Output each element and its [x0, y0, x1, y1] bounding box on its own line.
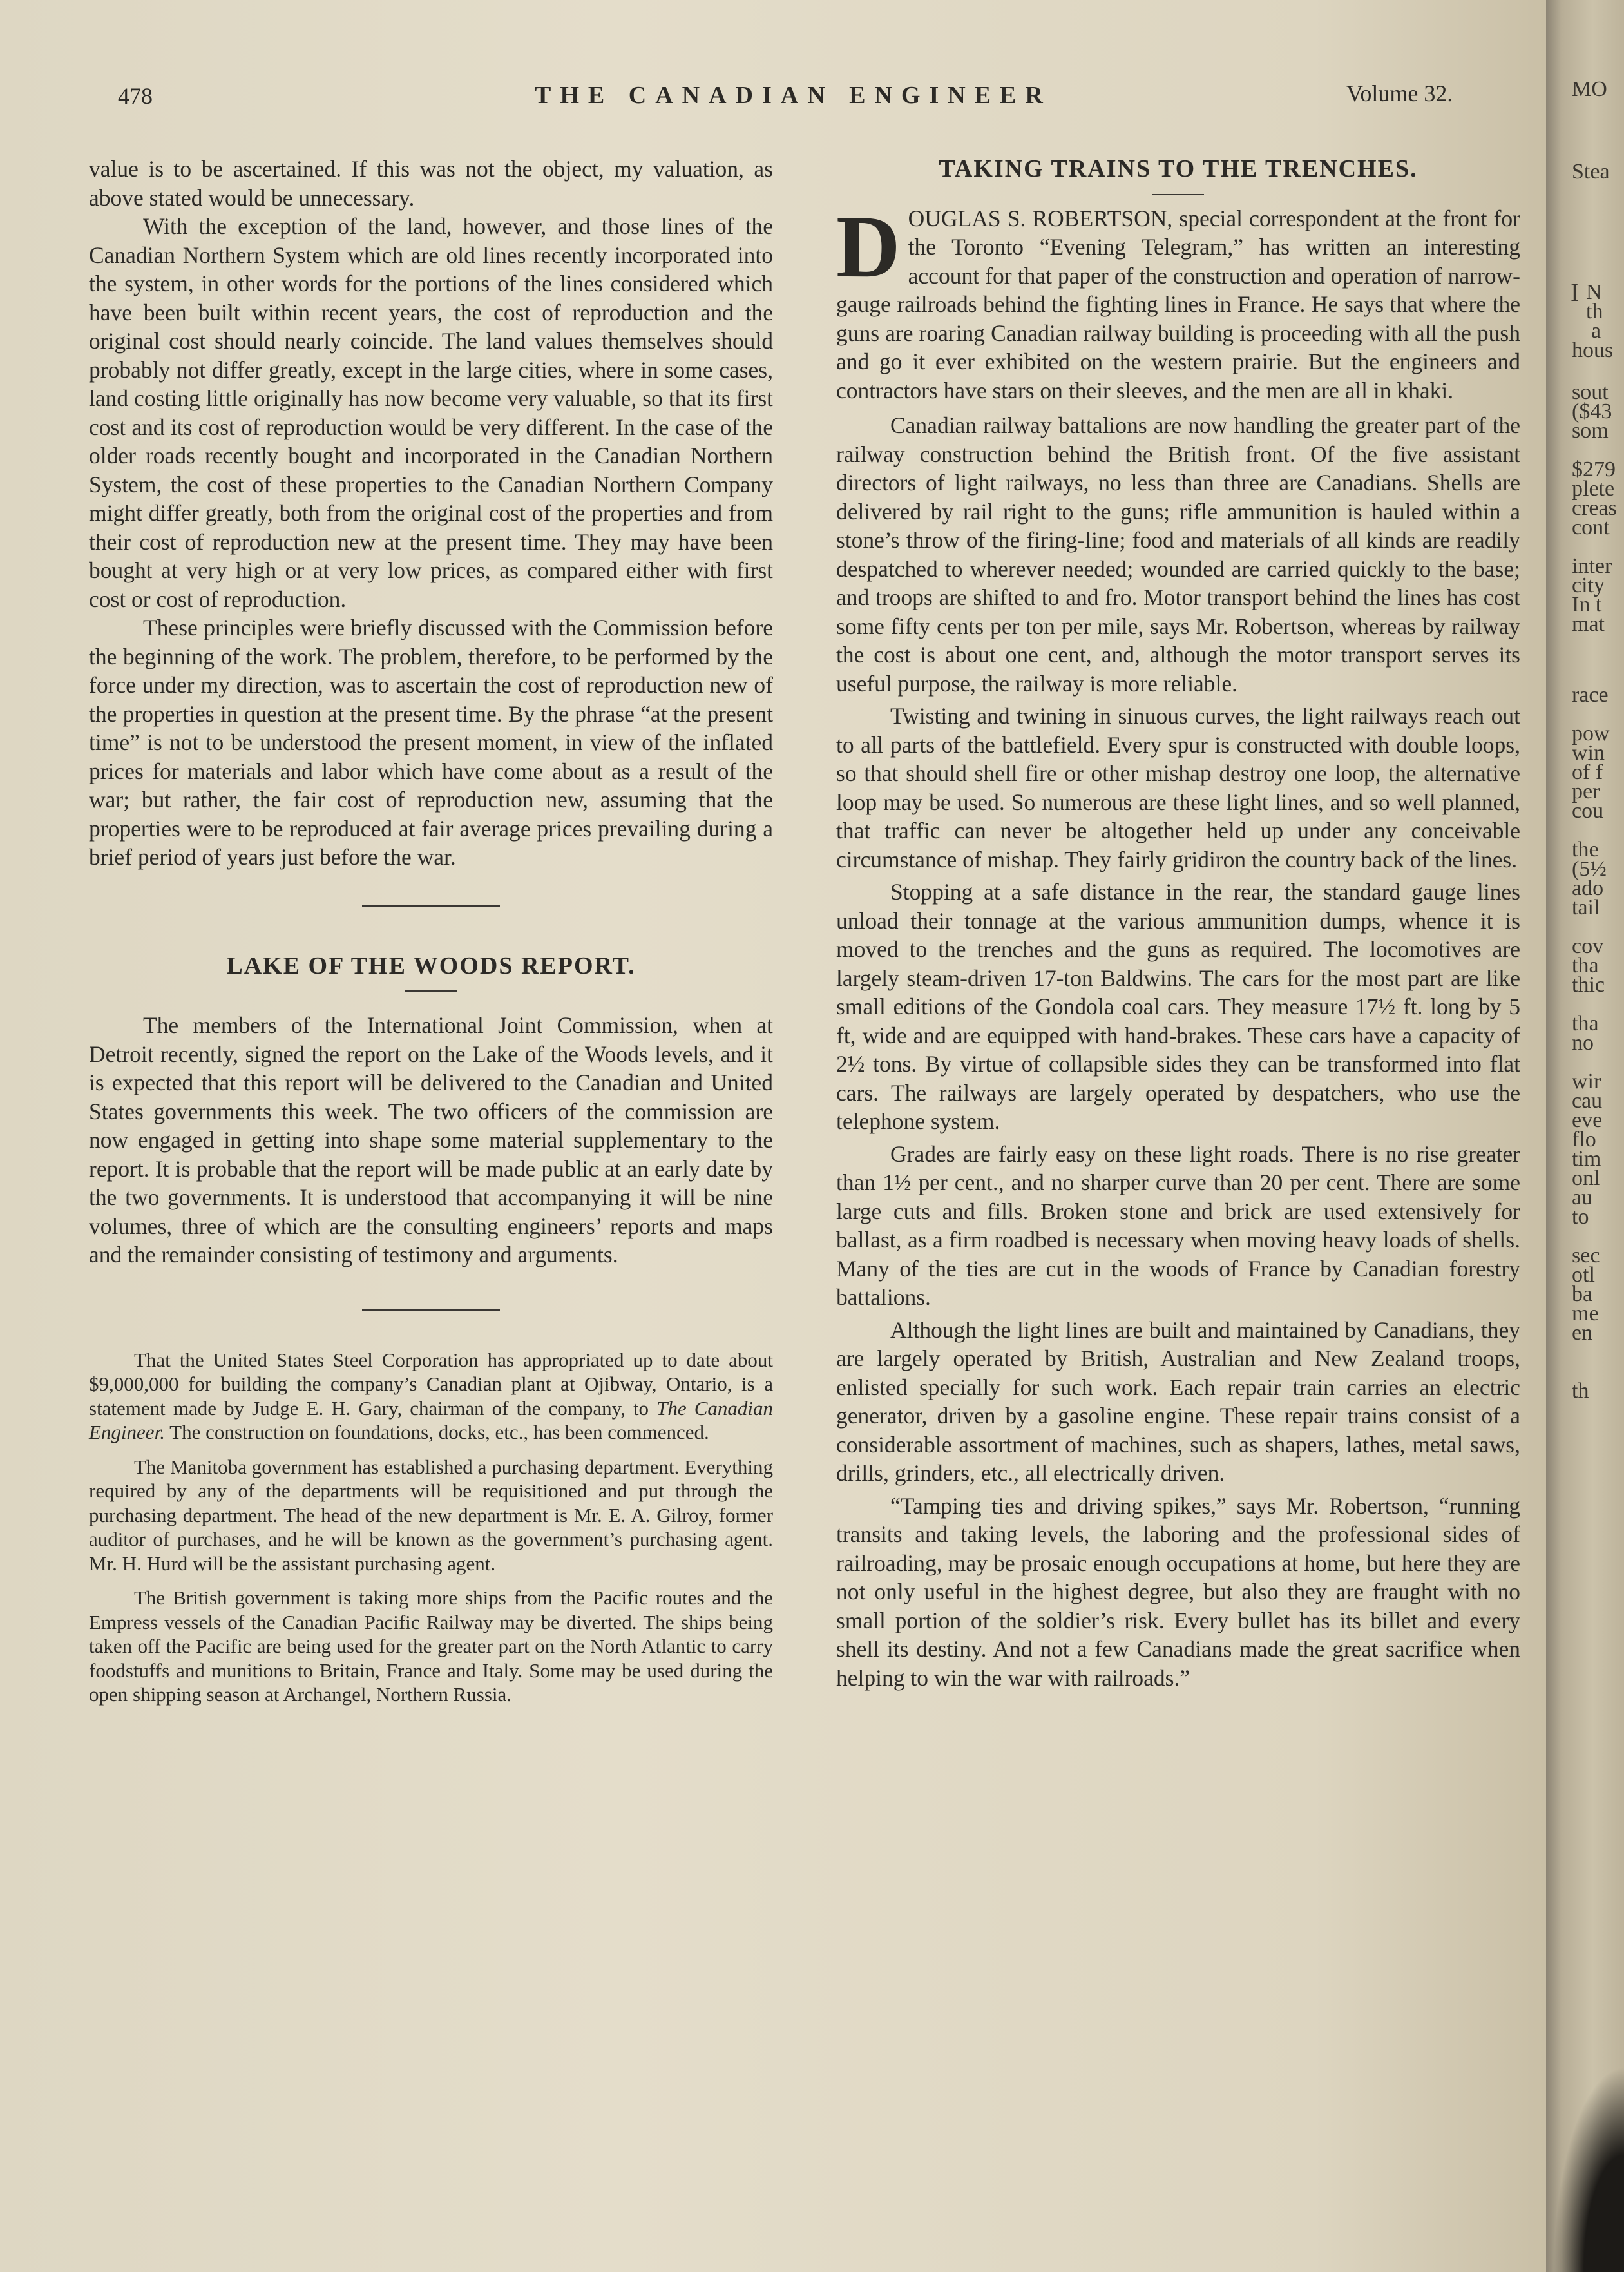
page-fragment: sec	[1572, 1244, 1600, 1267]
paragraph: With the exception of the land, however, and those lines of the Canadian Northern System which are old lines recently incorporated into the system, in other words for the portions of the lines considered which have been built within recent years, the cost of reproduction and the original cost should nearly coincide. The land values themselves should probably not differ greatly, except in the large cities, where in some cases, land costing little originally has now become very valuable, so that its first cost and its cost of reproduction would be very different. In the case of the older roads recently bought and incorporated in the Canadian Northern System, the cost of these properties to the Canadian Northern Company might differ greatly, both from the original cost of the properties and from their cost of reproduction new at the present time. They may have been bought at very high or at very low prices, as compared either with first cost or cost of reproduction.	[89, 213, 773, 612]
section-separator	[362, 1309, 500, 1311]
page-fragment: MO	[1572, 77, 1607, 101]
page-fragment: sout	[1572, 380, 1609, 404]
adjacent-page-edge	[1546, 0, 1624, 2272]
page-fragment: tha	[1572, 1012, 1599, 1035]
paragraph: DOUGLAS S. ROBERTSON, special correspondent at the front for the Toronto “Evening Telegram,” has written an interesting account for that paper of the construction and operation of narrow-gauge railroads behind the fighting lines in France. He says that where the guns are roaring Canadian railway building is proceeding with all the push and go it ever exhibited on the western prairie. But the engineers and contractors have stars on their sleeves, and the men are all in khaki.	[836, 197, 1520, 403]
page-fragment: no	[1572, 1031, 1594, 1055]
page-fragment: In t	[1572, 593, 1602, 617]
page-fragment: flo	[1572, 1128, 1596, 1151]
page-fragment: the	[1572, 838, 1599, 862]
page-fragment: to	[1572, 1205, 1589, 1229]
page-fragment: hous	[1572, 338, 1614, 362]
page-fragment: eve	[1572, 1108, 1603, 1132]
page-fragment: wir	[1572, 1070, 1601, 1093]
page-fragment: ba	[1572, 1282, 1593, 1306]
journal-title: THE CANADIAN ENGINEER	[535, 82, 1052, 109]
paragraph: value is to be ascertained. If this was not the object, my valuation, as above stated would be unnecessary.	[89, 156, 773, 211]
page-fragment: thic	[1572, 973, 1605, 997]
page-fragment: cont	[1572, 515, 1610, 539]
page-fragment: ($43	[1572, 400, 1612, 423]
page-fragment: plete	[1572, 477, 1615, 501]
page-fragment: a	[1591, 319, 1601, 343]
page-fragment: cou	[1572, 799, 1604, 823]
page-fragment: pow	[1572, 722, 1610, 746]
page-fragment: me	[1572, 1302, 1599, 1325]
page-fragment: creas	[1572, 496, 1617, 520]
page-fragment: I	[1571, 278, 1580, 307]
section-separator	[362, 905, 500, 907]
binding-shadow	[1553, 2066, 1624, 2272]
paragraph: Twisting and twining in sinuous curves, the light railways reach out to all parts of the battlefield. Every spur is constructed with double loops, so that should shell fire or other mishap destroy one loop, the alternative loop may be used. So numerous are these light lines, and so well planned, that traffic can never be altogether held up under any conceivable circumstance of mishap. They fairly gridiron the country back of the lines.	[836, 703, 1520, 872]
paragraph: Stopping at a safe distance in the rear, the standard gauge lines unload their tonnage at the various ammunition dumps, whence it is moved to the trenches and the guns as required. The locomotives are largely steam-driven 17-ton Baldwins. The cars for the most part are like small editions of the Gondola coal cars. They measure 17½ ft. long by 5 ft, wide and are equipped with hand-brakes. These cars have a capacity of 2½ tons. By virtue of collapsible sides they can be transformed into flat cars. The railways are largely operated by despatchers, who use the telephone system.	[836, 879, 1520, 1134]
title-rule	[1152, 194, 1204, 195]
running-header	[0, 77, 1546, 116]
page-fragment: cov	[1572, 934, 1604, 958]
news-notes	[89, 1348, 773, 1707]
page-fragment: en	[1572, 1321, 1593, 1345]
page-fragment: city	[1572, 573, 1605, 597]
page-fragment: tim	[1572, 1147, 1601, 1171]
publication-name: The Canadian Engineer.	[89, 1396, 774, 1443]
page-fragment: otl	[1572, 1263, 1595, 1287]
page-fragment: th	[1586, 300, 1603, 323]
page-fragment: win	[1572, 741, 1605, 765]
news-note: The Manitoba government has established a purchasing department. Everything required by any of the departments will be requisitioned and put through the purchasing department. The head of the new department is Mr. E. A. Gilroy, former auditor of purchases, and he will be known as the government’s purchasing agent. Mr. H. Hurd will be the assistant purchasing agent.	[89, 1455, 773, 1575]
news-note: That the United States Steel Corporation has appropriated up to date about $9,000,000 for building the company’s Canadian plant at Ojibway, Ontario, is a statement made by Judge E. H. Gary, chairman of the company, to The Canadian Engineer. The construction on foundations, docks, etc., has been commenced.	[89, 1348, 774, 1443]
page-fragment: onl	[1572, 1166, 1600, 1190]
page-fragment: th	[1572, 1379, 1589, 1403]
paragraph: “Tamping ties and driving spikes,” says Mr. Robertson, “running transits and taking levels, the laboring and the professional sides of railroading, may be prosaic enough occupations at home, but here they are not only useful in the highest degree, but also they are fraught with no small portion of the soldier’s risk. Every bullet has its billet and every shell its destiny. And not a few Canadians made the great sacrifice when helping to win the war with railroads.”	[836, 1492, 1520, 1691]
right-column	[836, 155, 1520, 1692]
page-fragment: tail	[1572, 896, 1600, 919]
article-title: TAKING TRAINS TO THE TRENCHES.	[939, 155, 1418, 182]
page-fragment: ado	[1572, 876, 1604, 900]
page-fragment: cau	[1572, 1089, 1603, 1113]
page-fragment: au	[1572, 1186, 1593, 1209]
page-fragment: $279	[1572, 457, 1616, 481]
page-fragment: Stea	[1572, 160, 1610, 184]
page-fragment: mat	[1572, 612, 1605, 636]
page-fragment: of f	[1572, 760, 1603, 784]
left-column	[89, 155, 773, 1717]
paragraph: The members of the International Joint Commission, when at Detroit recently, signed the report on the Lake of the Woods levels, and it is expected that this report will be delivered to the Canadian and United States governments this week. The two officers of the commission are now engaged in getting into shape some material supplementary to the report. It is probable that the report will be made public at an early date by the two governments. It is understood that accompanying it will be nine volumes, three of which are the consulting engineers’ reports and maps and the remainder consisting of testimony and arguments.	[89, 1012, 773, 1267]
article-title: LAKE OF THE WOODS REPORT.	[226, 952, 636, 979]
title-rule	[405, 990, 457, 992]
page-fragment: N	[1586, 280, 1602, 304]
volume-label: Volume 32.	[1346, 81, 1453, 106]
page-fragment: som	[1572, 419, 1609, 443]
drop-cap: D	[836, 197, 901, 296]
page-number: 478	[118, 83, 153, 109]
page-fragment: tha	[1572, 954, 1599, 977]
page-fragment: per	[1572, 780, 1600, 804]
page-fragment: (5½	[1572, 857, 1607, 881]
news-note: The British government is taking more ships from the Pacific routes and the Empress vessels of the Canadian Pacific Railway may be diverted. The ships being taken off the Pacific are being used for the greater part on the North Atlantic to carry foodstuffs and munitions to Britain, France and Italy. Some may be used during the open shipping season at Archangel, Northern Russia.	[89, 1586, 773, 1706]
paragraph: Canadian railway battalions are now handling the greater part of the railway construction behind the British front. Of the five assistant directors of light railways, no less than three are Canadians. Shells are delivered by rail right to the guns; rifle ammunition is hauled within a stone’s throw of the firing-line; food and materials of all kinds are readily despatched to wherever needed; wounded are carried quickly to the base; and troops are shifted to and fro. Motor transport behind the lines has cost some fifty cents per ton per mile, says Mr. Robertson, whereas by railway the cost is about one cent, and, although the motor transport serves its useful purpose, the railway is more reliable.	[836, 412, 1520, 697]
page-fragment: race	[1572, 683, 1609, 707]
paragraph: Although the light lines are built and maintained by Canadians, they are largely operated by British, Australian and New Zealand troops, enlisted specially for such work. Each repair train carries an electric generator, driven by a gasoline engine. These repair trains consist of a considerable assortment of machines, such as shapers, lathes, metal saws, drills, grinders, etc., all electrically driven.	[836, 1316, 1520, 1486]
page-fragment: inter	[1572, 554, 1612, 578]
paragraph: These principles were briefly discussed with the Commission before the beginning of the work. The problem, therefore, to be performed by the force under my direction, was to ascertain the cost of reproduction new of the properties in question at the present time. By the phrase “at the present time” is not to be understood the present moment, in view of the inflated prices for materials and labor which have come about as a result of the war; but rather, the fair cost of reproduction new, assuming that the properties were to be reproduced at fair average prices prevailing during a brief period of years just before the war.	[89, 615, 773, 870]
paragraph: Grades are fairly easy on these light roads. There is no rise greater than 1½ per cent., and no sharper curve than 20 per cent. There are some large cuts and fills. Broken stone and brick are used extensively for ballast, as a firm roadbed is necessary when moving heavy loads of shells. Many of the ties are cut in the woods of France by Canadian forestry battalions.	[836, 1141, 1520, 1310]
